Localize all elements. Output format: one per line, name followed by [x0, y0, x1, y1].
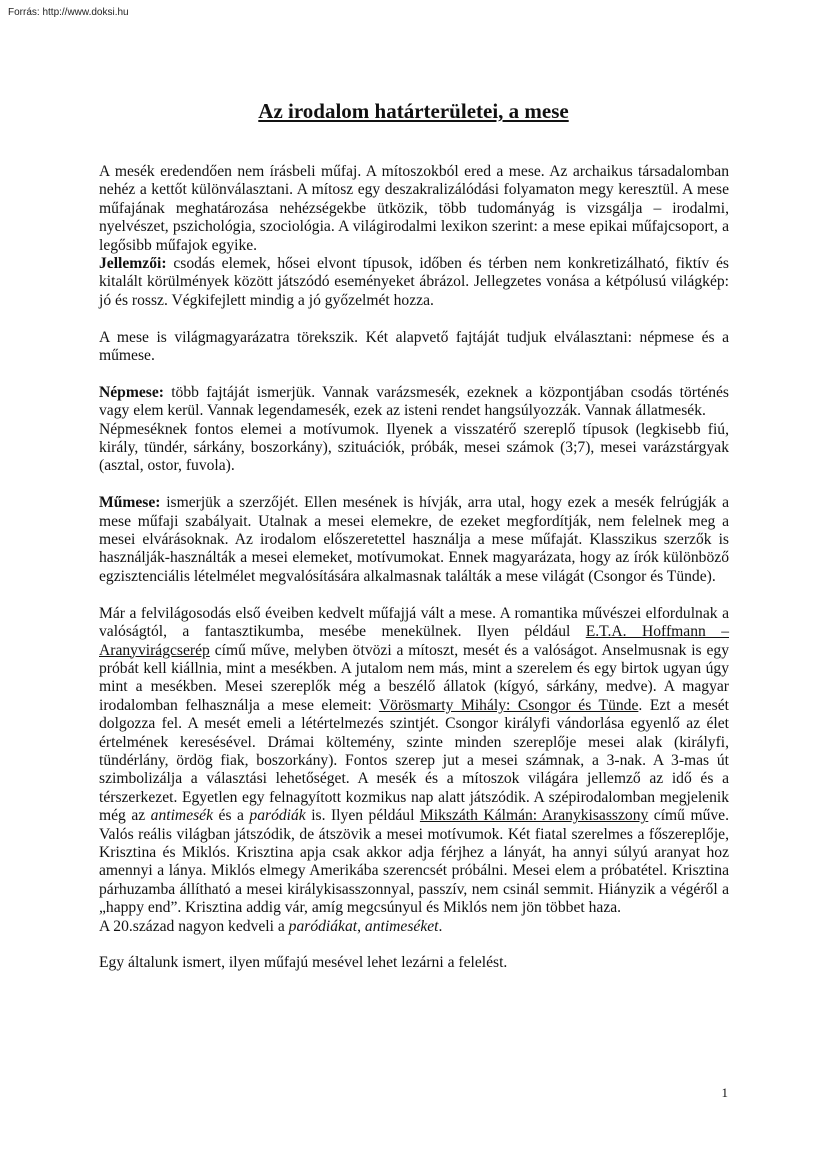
page-number: 1 [721, 1085, 728, 1100]
characteristics-label: Jellemzői: [99, 255, 167, 273]
history-text-3: . Ezt a mesét dolgozza fel. A mesét emeli a létértelmezés szintjét. Csongor királyfi vándorlása egyenlő az élet értelmének keresésével. Drámai költemény, szinte minden szereplője mesei alak (királyfi, tündérlány, ördög fiak, boszorkány). Fontos szerep jut a mesei számnak, a 3-nak. A 3-mas út szimbolizálja a választási lehetőséget. A mesék és a mítoszok világára jellemző az idő és a térszerkezet. Egyetlen egy felnagyított kozmikus nap alatt játszódik. A szépirodalomban megjelenik még az [99, 696, 730, 825]
link-hoffmann[interactable]: E.T.A. Hoffmann – Aranyvirágcserép [99, 623, 730, 659]
folktale-label: Népmese: [99, 383, 164, 401]
emphasis-parodiakat: paródiákat [288, 917, 358, 935]
emphasis-antimeseket: antimeséket [364, 917, 439, 935]
history-text-5: is. Ilyen például [305, 807, 420, 825]
document-body [99, 163, 729, 973]
paragraph-literary-tale [99, 494, 729, 586]
source-label: Forrás: http://www.doksi.hu [8, 7, 129, 18]
paragraph-types: A mese is világmagyarázatra törekszik. Két alapvető fajtáját tudjuk elválasztani: népmese és a műmese. [99, 328, 729, 365]
page-title: Az irodalom határterületei, a mese [258, 99, 569, 123]
folktale-text: több fajtáját ismerjük. Vannak varázsmesék, ezeknek a központjában csodás történés vagy elem kerül. Vannak legendamesék, ezek az isteni rendet hangsúlyozzák. Vannak állatmesék. [99, 383, 729, 420]
paragraph-closing: Egy általunk ismert, ilyen műfajú mesével lehet lezárni a felelést. [99, 954, 508, 972]
literary-tale-text: ismerjük a szerzőjét. Ellen mesének is hívják, arra utal, hogy ezek a mesék felrúgják a mese műfaji szabályait. Utalnak a mesei elemekre, de ezeket megfordítják, nem felelnek meg a mesei elvárásoknak. Az irodalom előszeretettel használja a mese műfaját. Klasszikus szerzők is használják-használták a mesei elemeket, motívumokat. Ennek magyarázata, hogy az írók különböző egzisztenciális lételmélet megvalósítására alkalmasnak találták a mese világát (Csongor és Tünde). [99, 494, 729, 585]
paragraph-history [99, 605, 729, 918]
literary-tale-label: Műmese: [99, 494, 161, 512]
paragraph-20th-century [99, 918, 729, 936]
century-text-2: , [357, 917, 365, 935]
paragraph-folktale [99, 384, 729, 421]
link-vorosmarty[interactable]: Vörösmarty Mihály: Csongor és Tünde [378, 696, 639, 714]
paragraph-motifs: Népmeséknek fontos elemei a motívumok. Ilyenek a visszatérő szereplő típusok (legkisebb fiú, király, tündér, sárkány, boszorkány), szituációk, próbák, mesei számok (3;7), mesei varázstárgyak (asztal, ostor, fuvola). [99, 420, 729, 475]
century-text-1: A 20.század nagyon kedveli a [99, 917, 289, 935]
history-text-1: Már a felvilágosodás első éveiben kedvelt műfajjá vált a mese. A romantika művészei elfordulnak a valóságtól, a fantasztikumba, mesébe menekülnek. Ilyen például [99, 604, 729, 641]
emphasis-parodiak: paródiák [249, 807, 306, 825]
paragraph-characteristics [99, 255, 729, 310]
history-text-2: című műve, melyben ötvözi a mítoszt, mesét és a valóságot. Anselmusnak is egy próbát kell kiállnia, mint a mesékben. A jutalom nem más, mint a szerelem és egy birtok ugyan úgy mint a mesékben. Mesei szereplők még a beszélő állatok (kígyó, sárkány, medve). A magyar irodalomban felhasználja a mese elemeit: [99, 641, 729, 714]
paragraph-intro: A mesék eredendően nem írásbeli műfaj. A mítoszokból ered a mese. Az archaikus társadalomban nehéz a kettőt különválasztani. A mítosz egy deszakralizálódási folyamaton megy keresztül. A mese műfajának meghatározása nehézségekbe ütközik, több tudományág is vizsgálja – irodalmi, nyelvészet, pszichológia, szociológia. A világirodalmi lexikon szerint: a mese epikai műfajcsoport, a legősibb műfajok egyike. [99, 163, 729, 254]
century-text-3: . [438, 917, 443, 935]
link-mikszath[interactable]: Mikszáth Kálmán: Aranykisasszony [419, 807, 649, 825]
history-text-4: és a [213, 807, 250, 825]
history-text-6: című műve. Valós reális világban játszódik, de átszövik a mesei motívumok. Két fiatal szerelmes a főszereplője, Krisztina és Miklós. Krisztina apja csak akkor adja férjhez a lányát, ha annyi súlyú aranyat hoz amennyi a lánya. Miklós elmegy Amerikába szerencsét próbálni. Mesei elem a próbatétel. Krisztina párhuzamba állítható a mesei királykisasszonnyal, passzív, nem csinál semmit. Hiányzik a végéről a „happy end”. Krisztina addig vár, amíg megcsúnyul és Miklós nem jön többet haza. [99, 807, 729, 917]
characteristics-text: csodás elemek, hősei elvont típusok, időben és térben nem konkretizálható, fiktív és kitalált körülmények között játszódó eseményeket ábrázol. Jellegzetes vonása a kétpólusú világkép: jó és rossz. Végkifejlett mindig a jó győzelmét hozza. [99, 255, 729, 309]
emphasis-antimesek: antimesék [150, 807, 214, 825]
